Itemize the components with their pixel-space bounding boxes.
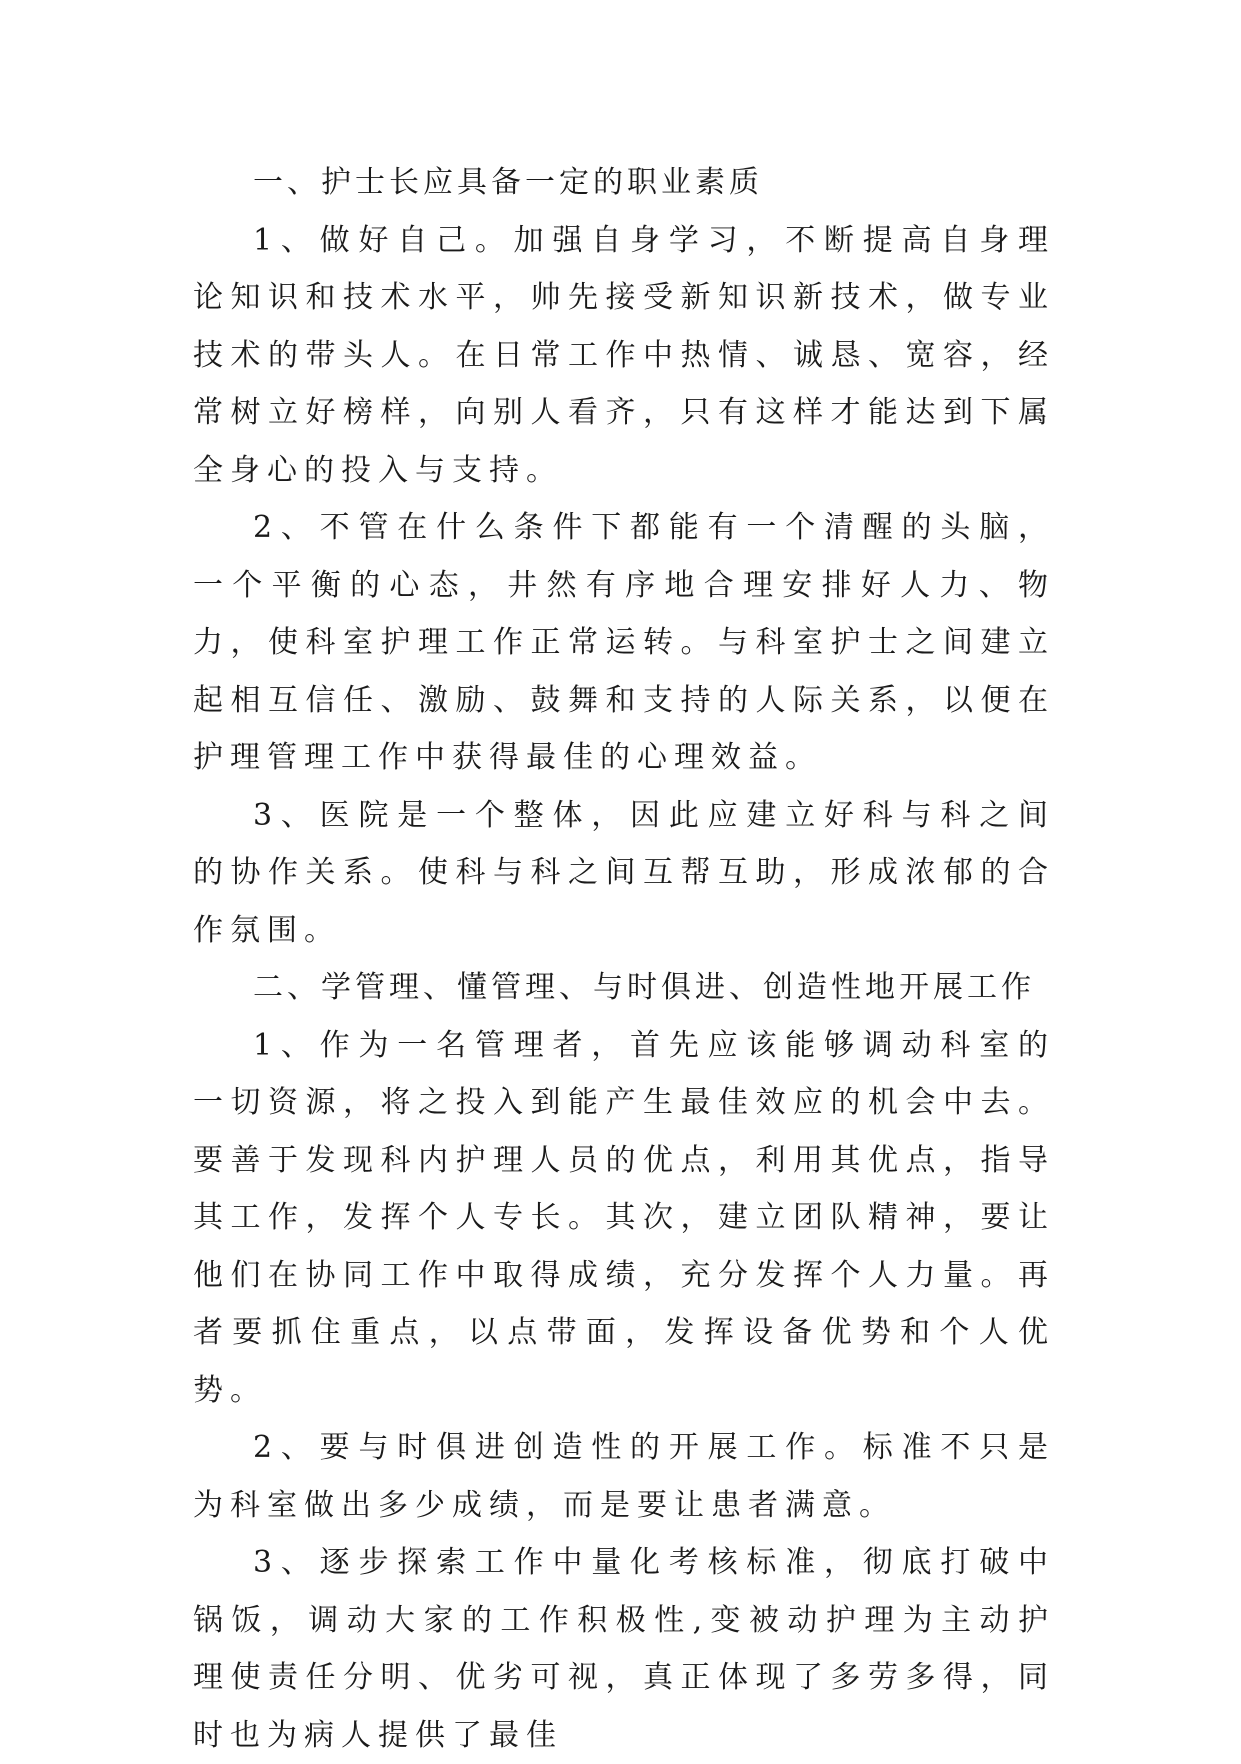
paragraph-1-2: 2、不管在什么条件下都能有一个清醒的头脑，一个平衡的心态，井然有序地合理安排好人力、物力，使科室护理工作正常运转。与科室护士之间建立起相互信任、激励、鼓舞和支持的人际关系，以便在护理管理工作中获得最佳的心理效益。 [193, 510, 1055, 775]
paragraph-1-3: 3、医院是一个整体，因此应建立好科与科之间的协作关系。使科与科之间互帮互助，形成浓郁的合作氛围。 [193, 797, 1055, 948]
paragraph-2-2: 2、要与时俱进创造性的开展工作。标准不只是为科室做出多少成绩，而是要让患者满意。 [193, 1430, 1055, 1523]
paragraph-1-1: 1、做好自己。加强自身学习，不断提高自身理论知识和技术水平，帅先接受新知识新技术，做专业技术的带头人。在日常工作中热情、诚恳、宽容，经常树立好榜样，向别人看齐，只有这样才能达到下属全身心的投入与支持。 [193, 222, 1055, 488]
paragraph-2-3: 3、逐步探索工作中量化考核标准，彻底打破中锅饭，调动大家的工作积极性,变被动护理为主动护理使责任分明、优劣可视，真正体现了多劳多得，同时也为病人提供了最佳 [193, 1545, 1055, 1753]
document-body [193, 154, 1055, 1764]
section-heading-2: 二、学管理、懂管理、与时俱进、创造性地开展工作 [253, 970, 1035, 1005]
section-heading-1: 一、护士长应具备一定的职业素质 [253, 165, 763, 200]
paragraph-2-1: 1、作为一名管理者，首先应该能够调动科室的一切资源，将之投入到能产生最佳效应的机会中去。要善于发现科内护理人员的优点，利用其优点，指导其工作，发挥个人专长。其次，建立团队精神，要让他们在协同工作中取得成绩，充分发挥个人力量。再者要抓住重点，以点带面，发挥设备优势和个人优势。 [193, 1027, 1055, 1408]
